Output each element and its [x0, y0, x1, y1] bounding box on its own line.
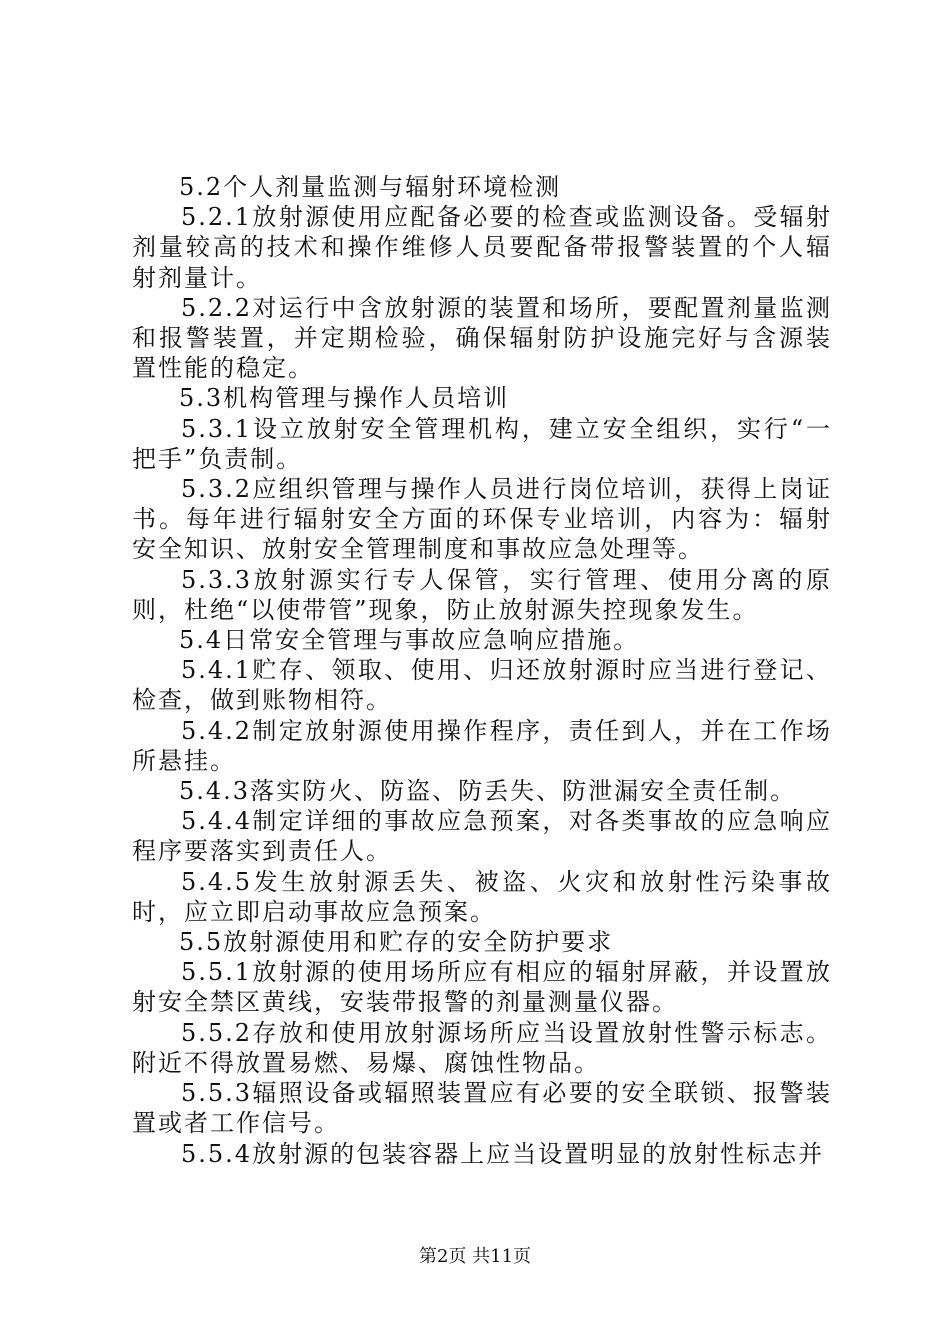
paragraph-5-4-3: 5.4.3落实防火、防盗、防丢失、防泄漏安全责任制。: [179, 777, 797, 806]
paragraph-5-3-3: 5.3.3放射源实行专人保管，实行管理、使用分离的原则，杜绝“以使带管”现象，防止放射源失控现象发生。: [132, 565, 832, 624]
paragraph-5-2-1: 5.2.1放射源使用应配备必要的检查或监测设备。受辐射剂量较高的技术和操作维修人员要配备带报警装置的个人辐射剂量计。: [132, 203, 832, 292]
paragraph-5-3-1: 5.3.1设立放射安全管理机构，建立安全组织，实行“一把手”负责制。: [132, 414, 832, 473]
section-heading-5-5: 5.5放射源使用和贮存的安全防护要求: [179, 928, 614, 957]
section-heading-5-3: 5.3机构管理与操作人员培训: [179, 384, 510, 413]
paragraph-5-5-3: 5.5.3辐照设备或辐照装置应有必要的安全联锁、报警装置或者工作信号。: [132, 1079, 832, 1138]
paragraph-5-2-2: 5.2.2对运行中含放射源的装置和场所，要配置剂量监测和报警装置，并定期检验，确保辐射防护设施完好与含源装置性能的稳定。: [132, 293, 832, 383]
page-footer: 第2页 共11页: [418, 1246, 532, 1267]
section-heading-5-2: 5.2个人剂量监测与辐射环境检测: [179, 173, 562, 201]
paragraph-5-4-5: 5.4.5发生放射源丢失、被盗、火灾和放射性污染事故时，应立即启动事故应急预案。: [132, 867, 832, 926]
paragraph-5-4-1: 5.4.1贮存、领取、使用、归还放射源时应当进行登记、检查，做到账物相符。: [132, 656, 832, 715]
document-body: [132, 172, 832, 1169]
paragraph-5-4-4: 5.4.4制定详细的事故应急预案，对各类事故的应急响应程序要落实到责任人。: [132, 807, 832, 866]
paragraph-5-5-4: 5.5.4放射源的包装容器上应当设置明显的放射性标志并: [181, 1139, 825, 1168]
paragraph-5-3-2: 5.3.2应组织管理与操作人员进行岗位培训，获得上岗证书。每年进行辐射安全方面的环保专业培训，内容为：辐射安全知识、放射安全管理制度和事故应急处理等。: [132, 475, 832, 564]
paragraph-5-4-2: 5.4.2制定放射源使用操作程序，责任到人，并在工作场所悬挂。: [132, 716, 832, 775]
section-heading-5-4: 5.4日常安全管理与事故应急响应措施。: [179, 626, 640, 655]
paragraph-5-5-1: 5.5.1放射源的使用场所应有相应的辐射屏蔽，并设置放射安全禁区黄线，安装带报警的剂量测量仪器。: [132, 958, 832, 1017]
paragraph-5-5-2: 5.5.2存放和使用放射源场所应当设置放射性警示标志。附近不得放置易燃、易爆、腐蚀性物品。: [132, 1018, 832, 1077]
